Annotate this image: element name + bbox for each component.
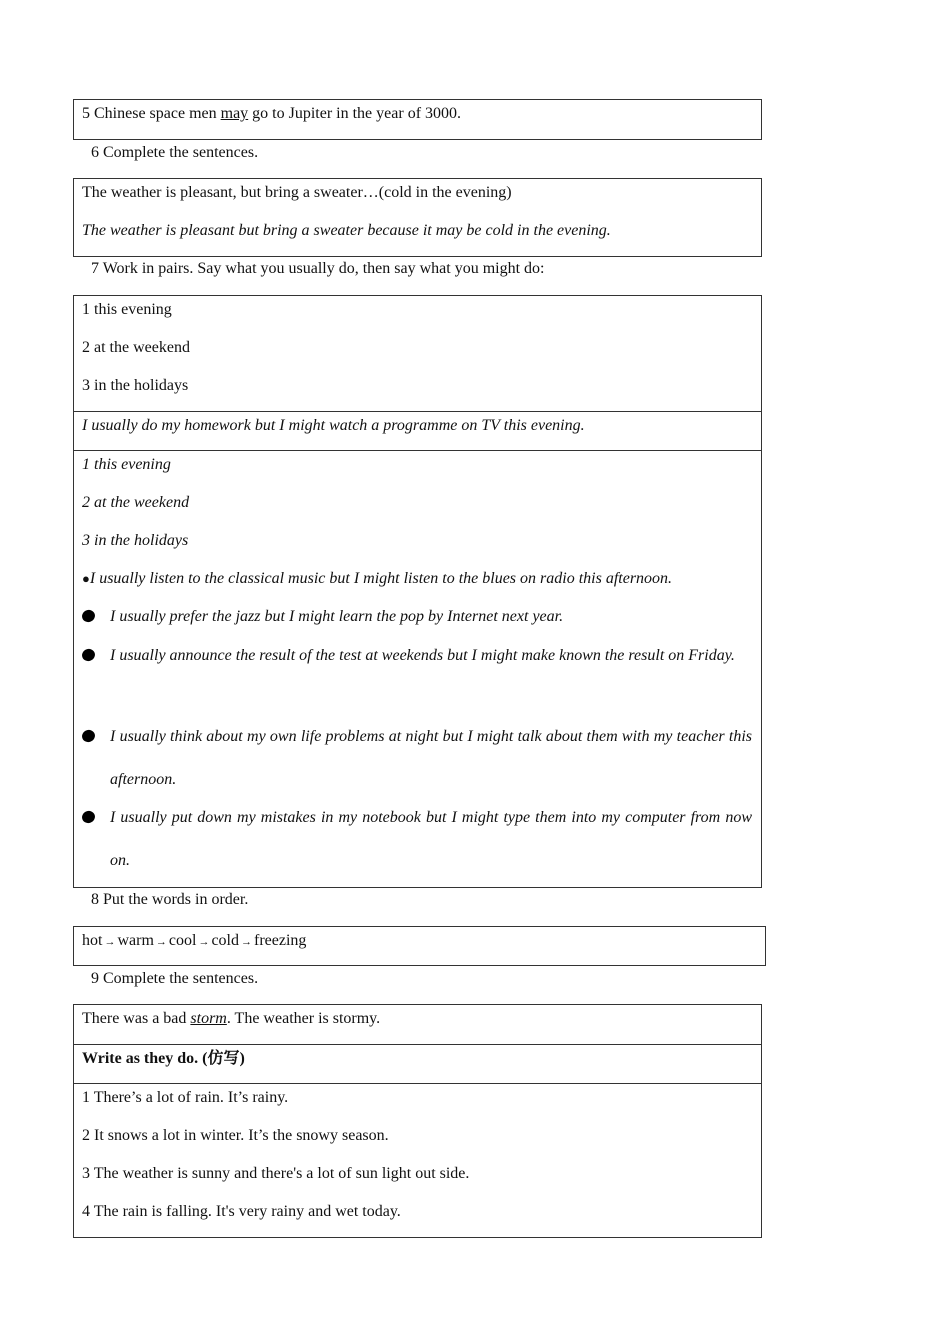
arrow-icon: → <box>198 936 210 948</box>
q8-word-order <box>82 927 756 965</box>
q9-example <box>82 1005 752 1043</box>
q7-answer-prompt: 3 in the holidays <box>82 532 189 549</box>
q9-instruction: Write as they do. (仿写) <box>82 1050 245 1067</box>
q9-underlined-word: storm <box>190 1010 227 1027</box>
q7-prompt: 3 in the holidays <box>82 377 189 394</box>
bullet-icon <box>80 647 96 663</box>
q7-answer-text: I usually listen to the classical music but I might listen to the blues on radio this afternoon. <box>89 570 673 587</box>
q5-text-before: 5 Chinese space men <box>82 105 221 122</box>
bullet-icon <box>80 608 96 624</box>
q6-prompt: The weather is pleasant, but bring a sweater…(cold in the evening) <box>82 184 512 201</box>
bullet-icon: ● <box>82 571 90 586</box>
q7-prompt: 1 this evening <box>82 301 172 318</box>
word: warm <box>117 932 154 949</box>
q7-answer <box>82 715 752 803</box>
arrow-icon: → <box>104 936 116 948</box>
arrow-icon: → <box>155 936 167 948</box>
q7-answer <box>82 565 752 603</box>
q7-prompt: 2 at the weekend <box>82 339 190 356</box>
q9-answer: 1 There’s a lot of rain. It’s rainy. <box>82 1089 289 1106</box>
q7-prompts-box <box>73 295 762 412</box>
q9-answer: 4 The rain is falling. It's very rainy and wet today. <box>82 1203 401 1220</box>
q7-answer-text: I usually announce the result of the test at weekends but I might make known the result on Friday. <box>110 647 735 664</box>
word: cool <box>168 932 197 949</box>
word: hot <box>82 932 103 949</box>
q5-sentence <box>82 100 752 138</box>
q7-example-box <box>73 411 762 451</box>
q8-heading: 8 Put the words in order. <box>91 891 249 908</box>
q5-box <box>73 99 762 140</box>
q9-answers-box <box>73 1083 762 1238</box>
q9-answer: 3 The weather is sunny and there's a lot of sun light out side. <box>82 1165 470 1182</box>
q7-answer <box>82 634 752 722</box>
q7-answer-text: I usually prefer the jazz but I might learn the pop by Internet next year. <box>110 608 564 625</box>
q9-heading: 9 Complete the sentences. <box>91 970 259 987</box>
q7-answer <box>82 796 752 884</box>
q7-heading: 7 Work in pairs. Say what you usually do, then say what you might do: <box>91 260 545 277</box>
q5-underlined-word: may <box>220 105 249 122</box>
q7-example: I usually do my homework but I might watch a programme on TV this evening. <box>82 417 585 434</box>
q7-answer-text: I usually put down my mistakes in my notebook but I might type them into my computer from now on. <box>110 809 752 869</box>
bullet-icon <box>80 728 96 744</box>
q9-example-after: . The weather is stormy. <box>226 1010 381 1027</box>
q7-answer-text: I usually think about my own life problems at night but I might talk about them with my teacher this afternoon. <box>110 728 752 788</box>
q7-answer-prompt: 2 at the weekend <box>82 494 190 511</box>
arrow-icon: → <box>240 936 252 948</box>
q5-text-after: go to Jupiter in the year of 3000. <box>248 105 462 122</box>
q9-instruction-box <box>73 1044 762 1084</box>
q9-example-before: There was a bad <box>82 1010 191 1027</box>
q9-example-box <box>73 1004 762 1045</box>
q9-answer: 2 It snows a lot in winter. It’s the snowy season. <box>82 1127 389 1144</box>
word: freezing <box>253 932 307 949</box>
q6-box <box>73 178 762 257</box>
q6-answer: The weather is pleasant but bring a sweater because it may be cold in the evening. <box>82 222 611 239</box>
q6-heading: 6 Complete the sentences. <box>91 144 259 161</box>
q8-box <box>73 926 766 966</box>
word: cold <box>211 932 239 949</box>
bullet-icon <box>80 809 96 825</box>
q7-answers-box <box>73 450 762 888</box>
q7-answer-prompt: 1 this evening <box>82 456 171 473</box>
